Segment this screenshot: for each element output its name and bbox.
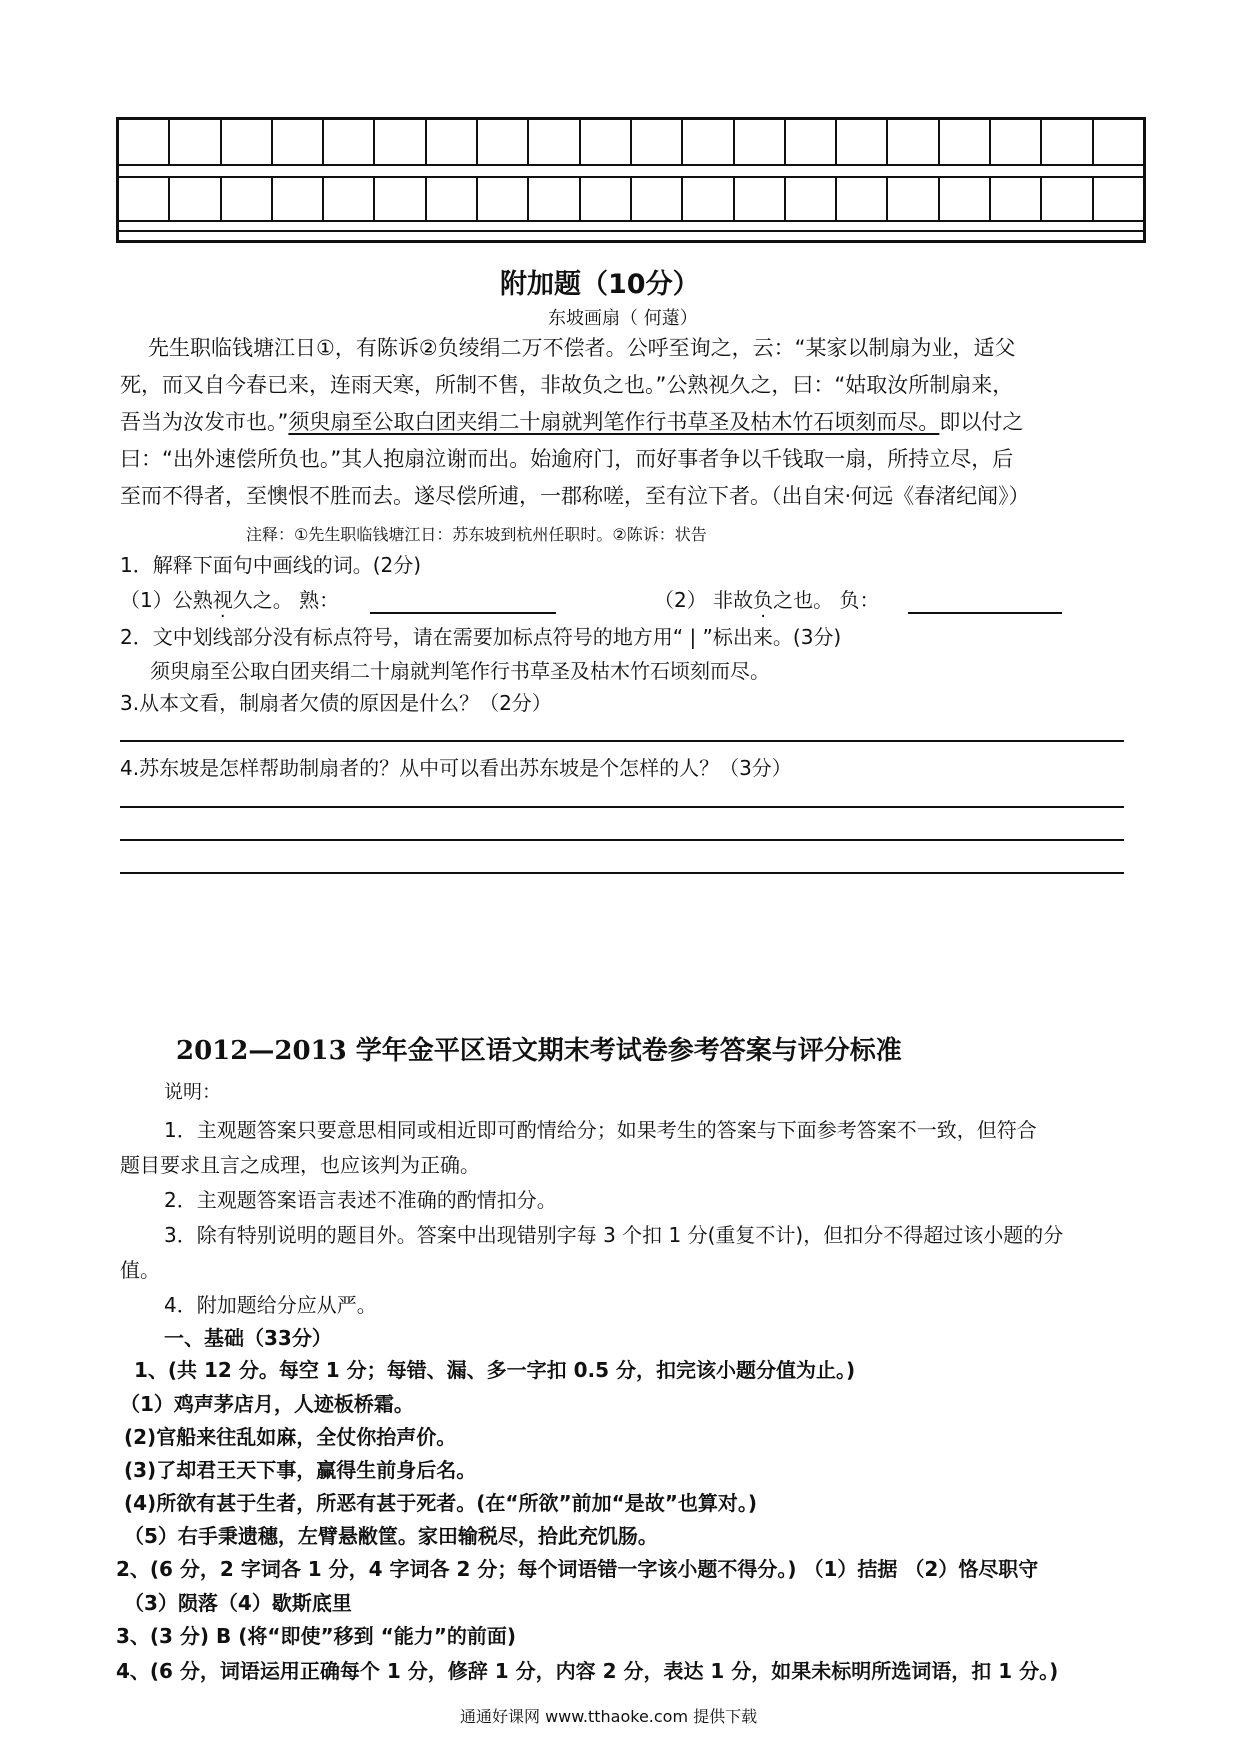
question-2-text: 须臾扇至公取白团夹绢二十扇就判笔作行书草圣及枯木竹石顷刻而尽。 (150, 659, 770, 683)
grid-cell[interactable] (119, 120, 170, 164)
q1a-dotted-word: 视 (212, 588, 233, 612)
grid-divider (119, 230, 1143, 232)
grid-cell[interactable] (991, 120, 1042, 164)
grid-cell[interactable] (119, 176, 170, 220)
grid-cell[interactable] (632, 120, 683, 164)
grid-cell[interactable] (427, 120, 478, 164)
grid-cell[interactable] (324, 176, 375, 220)
grid-cell[interactable] (940, 120, 991, 164)
section-1-heading: 一、基础（33分） (164, 1326, 332, 1350)
writing-grid (116, 117, 1146, 243)
grid-cell[interactable] (222, 120, 273, 164)
note-2: 2．主观题答案语言表述不准确的酌情扣分。 (164, 1188, 557, 1212)
answer-line-4[interactable] (120, 839, 1124, 841)
grid-cell[interactable] (170, 176, 221, 220)
answer-key-title: 2012—2013 学年金平区语文期末考试卷参考答案与评分标准 (176, 1036, 902, 1066)
grid-cell[interactable] (222, 176, 273, 220)
note-3a: 3．除有特别说明的题目外。答案中出现错别字每 3 个扣 1 分(重复不计)，但扣分不得超过该小题的分 (164, 1223, 1064, 1247)
question-1: 1．解释下面句中画线的词。(2分) (120, 553, 422, 577)
grid-cell[interactable] (478, 176, 529, 220)
grid-row-1 (119, 120, 1143, 164)
q1b-dotted-word: 负 (753, 588, 774, 612)
answer-line-4[interactable] (120, 872, 1124, 874)
passage-line: 死，而又自今春已来，连雨天寒，所制不售，非故负之也。”公熟视久之，曰：“姑取汝所制扇来， (120, 373, 1014, 397)
q1a-text: （1）公熟 (120, 588, 213, 612)
grid-divider (119, 164, 1143, 166)
grid-cell[interactable] (683, 176, 734, 220)
q1b-text: （2） 非故 (654, 588, 754, 612)
grid-cell[interactable] (529, 120, 580, 164)
passage-title: 东坡画扇（ 何薳） (548, 308, 698, 329)
grid-cell[interactable] (837, 120, 888, 164)
grid-cell[interactable] (735, 176, 786, 220)
passage-text: 即以付之 (939, 410, 1024, 434)
passage-note: 注释：①先生职临钱塘江日：苏东坡到杭州任职时。②陈诉：状告 (246, 525, 707, 544)
answer-line-4[interactable] (120, 806, 1124, 808)
note-1a: 1．主观题答案只要意思相同或相近即可酌情给分；如果考生的答案与下面参考答案不一致，但符合 (164, 1118, 1037, 1142)
answer-1-3: (3)了却君王天下事，赢得生前身后名。 (124, 1458, 477, 1482)
question-2: 2．文中划线部分没有标点符号，请在需要加标点符号的地方用“ | ”标出来。(3分) (120, 625, 842, 649)
grid-cell[interactable] (786, 176, 837, 220)
grid-cell[interactable] (273, 176, 324, 220)
note-1b: 题目要求且言之成理，也应该判为正确。 (120, 1153, 480, 1177)
grid-cell[interactable] (478, 120, 529, 164)
grid-divider (119, 220, 1143, 222)
grid-cell[interactable] (786, 120, 837, 164)
page-footer: 通通好课网 www.tthaoke.com 提供下载 (460, 1707, 758, 1726)
passage-line (120, 412, 1023, 433)
grid-cell[interactable] (273, 120, 324, 164)
grid-cell[interactable] (529, 176, 580, 220)
question-3: 3.从本文看，制扇者欠债的原因是什么？（2分） (120, 691, 552, 715)
question-1a (120, 590, 339, 610)
grid-cell[interactable] (581, 176, 632, 220)
answer-1-5: （5）右手秉遗穗，左臂悬敝筐。家田输税尽，拾此充饥肠。 (124, 1524, 658, 1548)
answer-1-4: (4)所欲有甚于生者，所恶有甚于死者。(在“所欲”前加“是故”也算对。) (124, 1491, 758, 1515)
passage-text: 吾当为汝发市也。” (120, 410, 289, 434)
underlined-passage: 须臾扇至公取白团夹绢二十扇就判笔作行书草圣及枯木竹石顷刻而尽。 (288, 410, 940, 434)
grid-cell[interactable] (632, 176, 683, 220)
answer-4: 4、(6 分，词语运用正确每个 1 分，修辞 1 分，内容 2 分，表达 1 分，如果未标明所选词语，扣 1 分。) (116, 1659, 1059, 1683)
grid-cell[interactable] (888, 120, 939, 164)
grid-cell[interactable] (991, 176, 1042, 220)
grid-cell[interactable] (170, 120, 221, 164)
question-1b (654, 590, 879, 610)
answers-intro: 说明： (164, 1081, 222, 1103)
grid-cell[interactable] (888, 176, 939, 220)
grid-cell[interactable] (1094, 176, 1143, 220)
q1b-text: 之也。 负： (773, 588, 880, 612)
answer-1-2: (2)官船来往乱如麻，全仗你抬声价。 (124, 1425, 457, 1449)
grid-cell[interactable] (324, 120, 375, 164)
question-4: 4.苏东坡是怎样帮助制扇者的？从中可以看出苏东坡是个怎样的人？（3分） (120, 756, 792, 780)
answer-2b: （3）陨落（4）歇斯底里 (124, 1591, 352, 1615)
answer-1: 1、(共 12 分。每空 1 分；每错、漏、多一字扣 0.5 分，扣完该小题分值为止。) (134, 1358, 856, 1382)
note-3b: 值。 (120, 1258, 160, 1282)
grid-cell[interactable] (1042, 176, 1093, 220)
grid-cell[interactable] (735, 120, 786, 164)
passage-line: 曰：“出外速偿所负也。”其人抱扇泣谢而出。始逾府门，而好事者争以千钱取一扇，所持立尽，后 (120, 447, 1014, 471)
passage-line: 至而不得者，至懊恨不胜而去。遂尽偿所逋，一郡称嗟，至有泣下者。（出自宋·何远《春渚纪闻》） (120, 484, 1030, 508)
answer-blank-1b[interactable] (908, 612, 1062, 614)
answer-line-3[interactable] (120, 740, 1124, 742)
answer-2: 2、(6 分，2 字词各 1 分，4 字词各 2 分；每个词语错一字该小题不得分。) （1）拮据 （2）恪尽职守 (116, 1557, 1039, 1581)
grid-cell[interactable] (375, 120, 426, 164)
grid-cell[interactable] (683, 120, 734, 164)
grid-row-2 (119, 176, 1143, 220)
q1a-text: 久之。 熟： (232, 588, 340, 612)
grid-cell[interactable] (1042, 120, 1093, 164)
grid-cell[interactable] (1094, 120, 1143, 164)
passage-line: 先生职临钱塘江日①，有陈诉②负绫绢二万不偿者。公呼至询之，云：“某家以制扇为业，适父 (148, 336, 1016, 360)
grid-cell[interactable] (837, 176, 888, 220)
extra-title: 附加题（10分） (500, 269, 700, 300)
answer-blank-1a[interactable] (370, 612, 556, 614)
grid-cell[interactable] (581, 120, 632, 164)
grid-cell[interactable] (427, 176, 478, 220)
answer-1-1: （1）鸡声茅店月，人迹板桥霜。 (120, 1392, 414, 1416)
note-4: 4．附加题给分应从严。 (164, 1293, 377, 1317)
grid-cell[interactable] (375, 176, 426, 220)
grid-cell[interactable] (940, 176, 991, 220)
answer-3: 3、(3 分) B (将“即使”移到 “能力”的前面) (116, 1624, 517, 1648)
